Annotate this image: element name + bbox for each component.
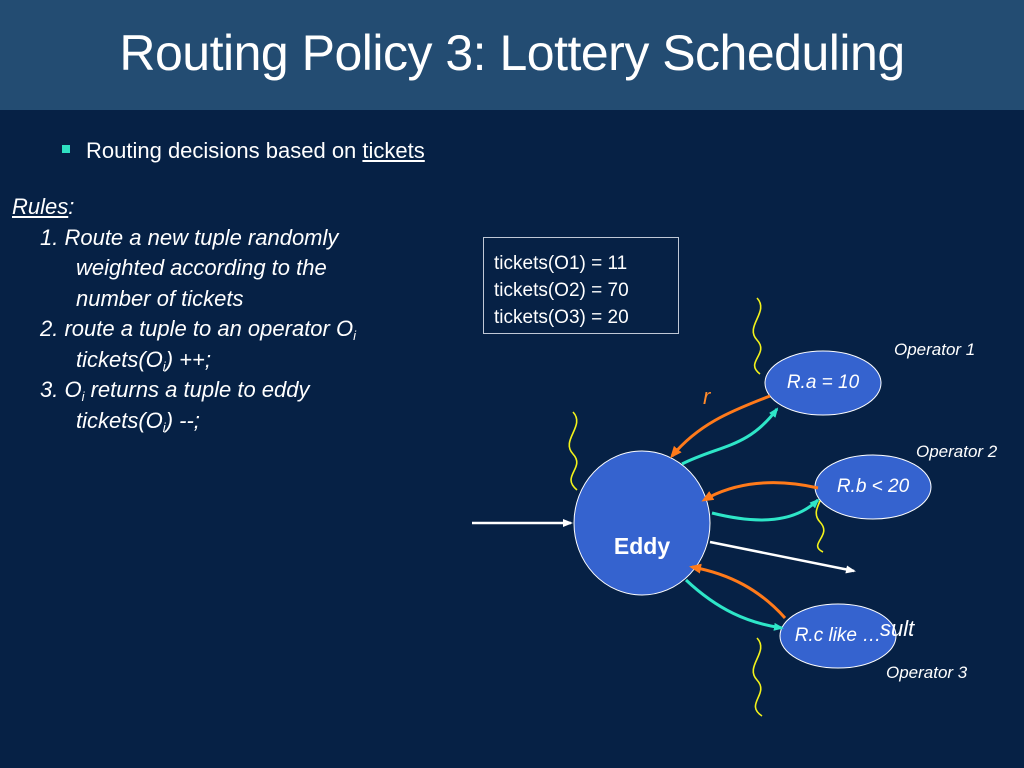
rules-heading-colon: : <box>68 194 75 219</box>
operator-2-predicate: R.b < 20 <box>836 476 910 497</box>
return-from-op2 <box>704 483 818 500</box>
rule-2-text: 2. route a tuple to an operator O <box>40 316 354 341</box>
rule-2-sub: i <box>353 328 356 343</box>
tickets-link[interactable]: tickets <box>362 138 425 163</box>
rule-3b-post: ) --; <box>165 407 200 433</box>
operator-1-predicate: R.a = 10 <box>786 372 860 393</box>
rule-3b-sub: i <box>162 419 166 435</box>
operator-2-label: Operator 2 <box>916 442 998 461</box>
route-to-op1 <box>682 409 777 464</box>
rule-3-sub: i <box>81 389 85 404</box>
route-to-op3 <box>686 580 782 628</box>
bullet-text: Routing decisions based on <box>86 138 363 163</box>
rules-heading: Rules <box>12 194 69 219</box>
route-to-op2 <box>712 500 818 520</box>
operator-1-label: Operator 1 <box>894 340 976 359</box>
rule-3-pre: 3. O <box>40 377 82 402</box>
output-arrow <box>710 542 854 571</box>
slide-title: Routing Policy 3: Lottery Scheduling <box>119 25 905 81</box>
tickets-o2: tickets(O2) = 70 <box>494 280 629 301</box>
operator-3-label: Operator 3 <box>886 663 968 682</box>
squiggle-left <box>569 412 577 490</box>
rule-3b-pre: tickets(O <box>76 407 163 433</box>
rule-2b-sub: i <box>162 358 166 374</box>
eddy-node <box>574 451 710 595</box>
rule-1-line-3: number of tickets <box>76 285 244 311</box>
rule-3-post: returns a tuple to eddy <box>84 377 310 402</box>
squiggle-bottom <box>753 638 762 716</box>
result-label: sult <box>880 616 915 641</box>
squiggle-top <box>753 298 761 374</box>
return-from-op3 <box>692 567 785 618</box>
rule-1-line-2: weighted according to the <box>76 255 327 280</box>
operator-3-predicate: R.c like … <box>794 625 882 646</box>
tickets-o1: tickets(O1) = 11 <box>494 253 628 274</box>
tickets-o3: tickets(O3) = 20 <box>494 307 629 328</box>
r-label: r <box>703 384 711 409</box>
eddy-label: Eddy <box>613 533 671 559</box>
rule-1-line-1: 1. Route a new tuple randomly <box>40 224 339 250</box>
rule-2b-post: ) ++; <box>165 346 211 372</box>
rule-2b-pre: tickets(O <box>76 346 163 372</box>
